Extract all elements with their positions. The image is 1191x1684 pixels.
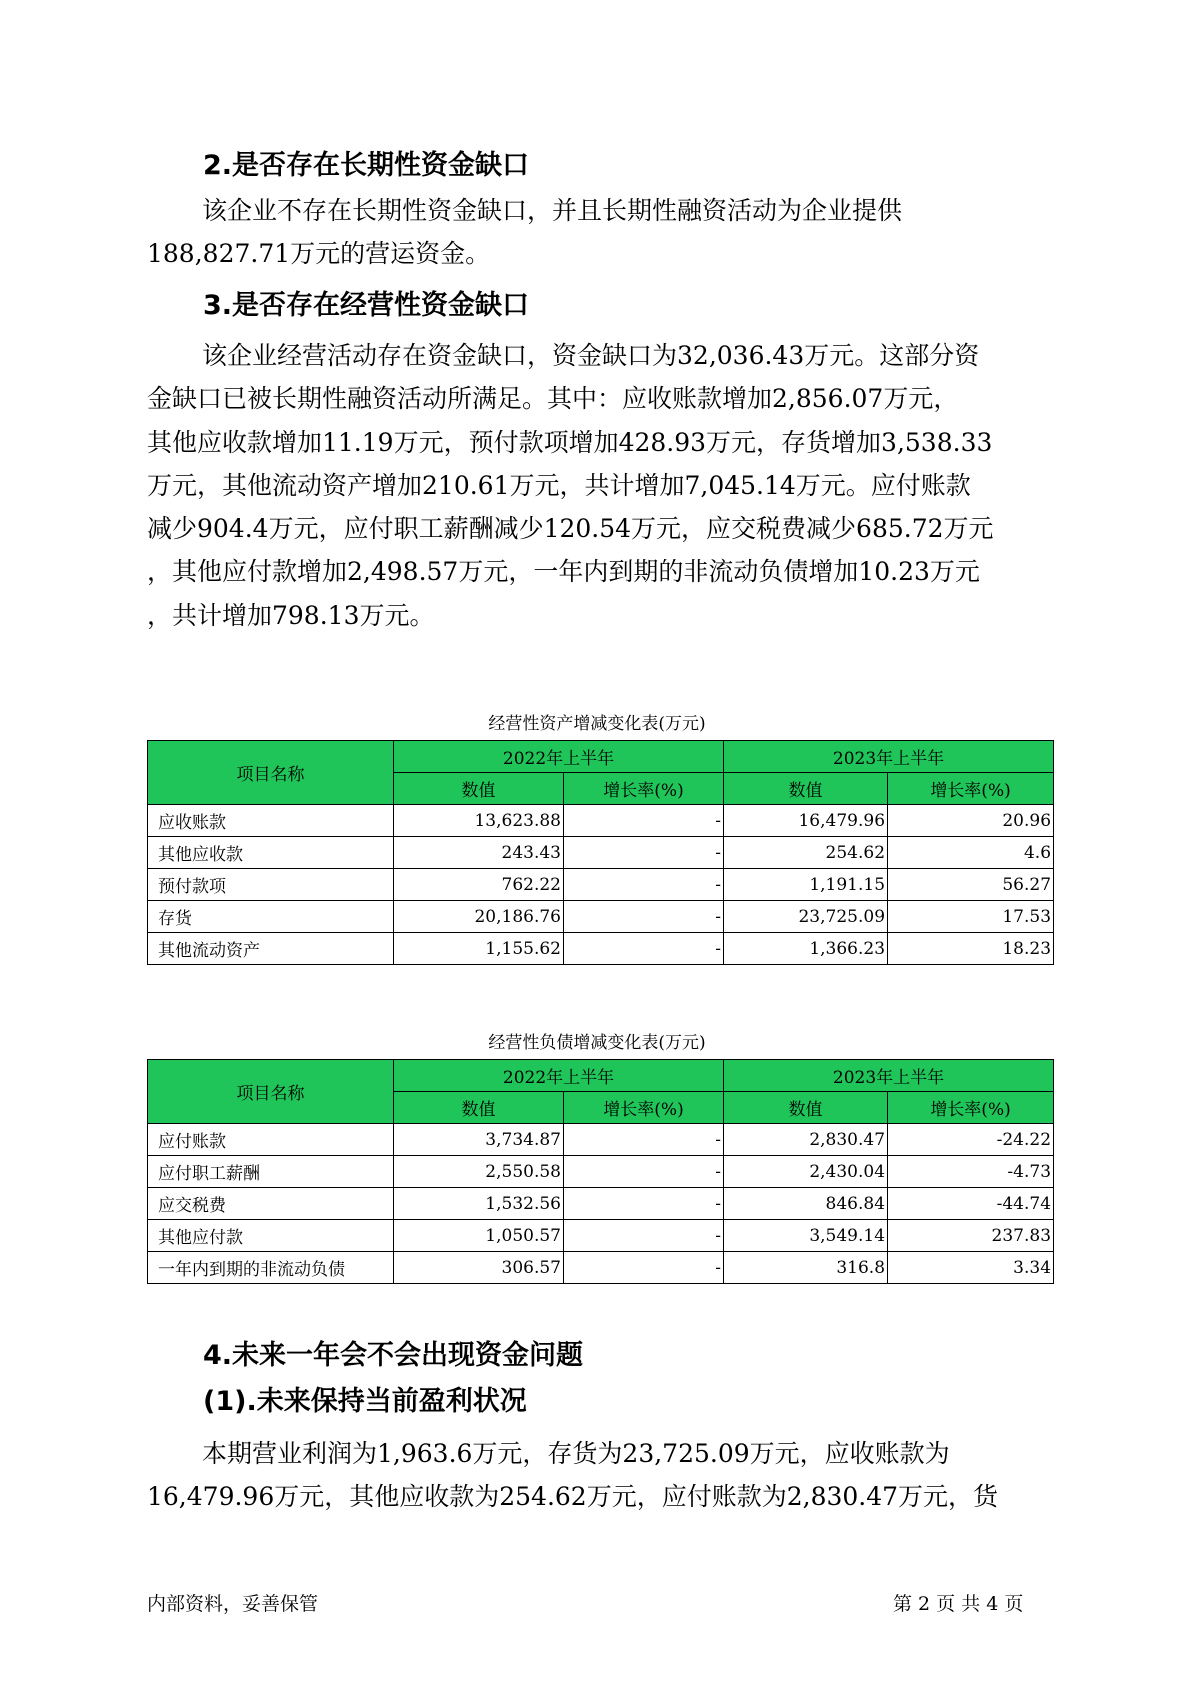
row-name: 其他应收款 bbox=[148, 837, 394, 869]
rate-2023: -4.73 bbox=[888, 1156, 1054, 1188]
footer-confidential-note: 内部资料，妥善保管 bbox=[147, 1593, 319, 1615]
section-3-paragraph bbox=[147, 334, 1047, 637]
header-year-2022: 2022年上半年 bbox=[394, 1060, 724, 1092]
value-2022: 2,550.58 bbox=[394, 1156, 564, 1188]
subsection-heading-4-1: (1).未来保持当前盈利状况 bbox=[203, 1386, 527, 1417]
rate-2023: -44.74 bbox=[888, 1188, 1054, 1220]
assets-change-table bbox=[147, 740, 1054, 965]
table-row bbox=[148, 1252, 1054, 1284]
section-heading-3: 3.是否存在经营性资金缺口 bbox=[203, 290, 530, 321]
table-row bbox=[148, 1156, 1054, 1188]
value-2023: 16,479.96 bbox=[724, 805, 888, 837]
value-2023: 254.62 bbox=[724, 837, 888, 869]
header-value-2023: 数值 bbox=[724, 1092, 888, 1124]
rate-2022: - bbox=[564, 1252, 724, 1284]
value-2022: 306.57 bbox=[394, 1252, 564, 1284]
value-2022: 762.22 bbox=[394, 869, 564, 901]
value-2022: 1,532.56 bbox=[394, 1188, 564, 1220]
rate-2023: 17.53 bbox=[888, 901, 1054, 933]
paragraph-line: 其他应收款增加11.19万元，预付款项增加428.93万元，存货增加3,538.33 bbox=[147, 427, 993, 457]
rate-2022: - bbox=[564, 933, 724, 965]
rate-2023: -24.22 bbox=[888, 1124, 1054, 1156]
rate-2022: - bbox=[564, 805, 724, 837]
header-rate-2022: 增长率(%) bbox=[564, 773, 724, 805]
rate-2022: - bbox=[564, 1156, 724, 1188]
value-2022: 1,050.57 bbox=[394, 1220, 564, 1252]
header-rate-2022: 增长率(%) bbox=[564, 1092, 724, 1124]
paragraph-line: ，共计增加798.13万元。 bbox=[147, 600, 435, 630]
value-2023: 1,191.15 bbox=[724, 869, 888, 901]
paragraph-line: 本期营业利润为1,963.6万元，存货为23,725.09万元，应收账款为 bbox=[202, 1439, 950, 1468]
paragraph-line: 减少904.4万元，应付职工薪酬减少120.54万元，应交税费减少685.72万元 bbox=[147, 514, 994, 544]
rate-2023: 56.27 bbox=[888, 869, 1054, 901]
section-heading-4: 4.未来一年会不会出现资金问题 bbox=[203, 1340, 584, 1371]
row-name: 应收账款 bbox=[148, 805, 394, 837]
row-name: 其他流动资产 bbox=[148, 933, 394, 965]
header-item-name: 项目名称 bbox=[148, 1060, 394, 1124]
value-2023: 846.84 bbox=[724, 1188, 888, 1220]
row-name: 应付账款 bbox=[148, 1124, 394, 1156]
rate-2023: 4.6 bbox=[888, 837, 1054, 869]
table-row bbox=[148, 869, 1054, 901]
header-rate-2023: 增长率(%) bbox=[888, 1092, 1054, 1124]
rate-2023: 3.34 bbox=[888, 1252, 1054, 1284]
value-2022: 1,155.62 bbox=[394, 933, 564, 965]
table-row bbox=[148, 1188, 1054, 1220]
section-2-paragraph bbox=[147, 189, 1047, 276]
rate-2022: - bbox=[564, 901, 724, 933]
row-name: 一年内到期的非流动负债 bbox=[148, 1252, 394, 1284]
rate-2023: 20.96 bbox=[888, 805, 1054, 837]
rate-2022: - bbox=[564, 1188, 724, 1220]
paragraph-line: 该企业不存在长期性资金缺口，并且长期性融资活动为企业提供 bbox=[202, 196, 903, 225]
table-row bbox=[148, 837, 1054, 869]
rate-2023: 18.23 bbox=[888, 933, 1054, 965]
paragraph-line: 该企业经营活动存在资金缺口，资金缺口为32,036.43万元。这部分资 bbox=[202, 341, 980, 370]
row-name: 存货 bbox=[148, 901, 394, 933]
rate-2022: - bbox=[564, 1220, 724, 1252]
value-2023: 23,725.09 bbox=[724, 901, 888, 933]
value-2023: 3,549.14 bbox=[724, 1220, 888, 1252]
header-item-name: 项目名称 bbox=[148, 741, 394, 805]
row-name: 应交税费 bbox=[148, 1188, 394, 1220]
table-row bbox=[148, 805, 1054, 837]
header-year-2023: 2023年上半年 bbox=[724, 1060, 1054, 1092]
table-row bbox=[148, 933, 1054, 965]
table-row bbox=[148, 1124, 1054, 1156]
paragraph-line: 万元，其他流动资产增加210.61万元，共计增加7,045.14万元。应付账款 bbox=[147, 470, 971, 500]
value-2022: 13,623.88 bbox=[394, 805, 564, 837]
header-rate-2023: 增长率(%) bbox=[888, 773, 1054, 805]
rate-2022: - bbox=[564, 837, 724, 869]
table-row bbox=[148, 901, 1054, 933]
value-2023: 2,430.04 bbox=[724, 1156, 888, 1188]
section-heading-2: 2.是否存在长期性资金缺口 bbox=[203, 150, 530, 181]
footer-page-number: 第 2 页 共 4 页 bbox=[893, 1593, 1024, 1615]
table-caption-assets: 经营性资产增减变化表(万元) bbox=[488, 714, 706, 734]
header-value-2022: 数值 bbox=[394, 1092, 564, 1124]
header-value-2023: 数值 bbox=[724, 773, 888, 805]
liabilities-change-table bbox=[147, 1059, 1054, 1284]
value-2023: 1,366.23 bbox=[724, 933, 888, 965]
paragraph-line: 金缺口已被长期性融资活动所满足。其中：应收账款增加2,856.07万元， bbox=[147, 384, 959, 414]
paragraph-line: 16,479.96万元，其他应收款为254.62万元，应付账款为2,830.47万元，货 bbox=[147, 1482, 999, 1512]
value-2022: 3,734.87 bbox=[394, 1124, 564, 1156]
rate-2022: - bbox=[564, 1124, 724, 1156]
rate-2022: - bbox=[564, 869, 724, 901]
header-value-2022: 数值 bbox=[394, 773, 564, 805]
rate-2023: 237.83 bbox=[888, 1220, 1054, 1252]
row-name: 应付职工薪酬 bbox=[148, 1156, 394, 1188]
table-row bbox=[148, 1220, 1054, 1252]
row-name: 其他应付款 bbox=[148, 1220, 394, 1252]
value-2022: 20,186.76 bbox=[394, 901, 564, 933]
header-year-2023: 2023年上半年 bbox=[724, 741, 1054, 773]
value-2023: 2,830.47 bbox=[724, 1124, 888, 1156]
paragraph-line: ，其他应付款增加2,498.57万元，一年内到期的非流动负债增加10.23万元 bbox=[147, 557, 980, 587]
header-year-2022: 2022年上半年 bbox=[394, 741, 724, 773]
row-name: 预付款项 bbox=[148, 869, 394, 901]
paragraph-line: 188,827.71万元的营运资金。 bbox=[147, 239, 491, 269]
value-2023: 316.8 bbox=[724, 1252, 888, 1284]
table-caption-liabilities: 经营性负债增减变化表(万元) bbox=[488, 1033, 706, 1053]
value-2022: 243.43 bbox=[394, 837, 564, 869]
section-4-paragraph bbox=[147, 1432, 1047, 1519]
